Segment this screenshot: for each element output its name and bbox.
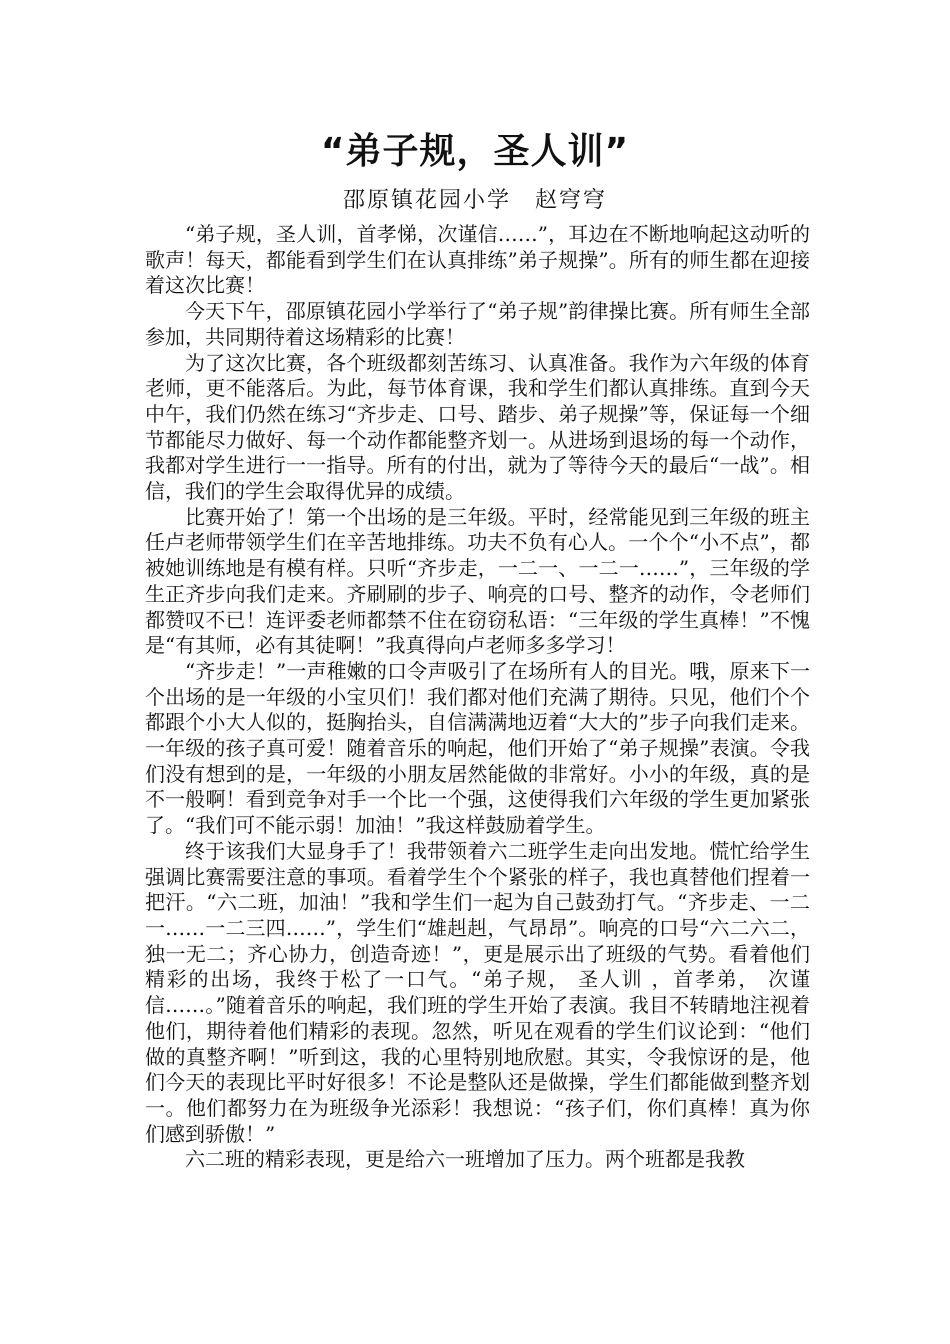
body-paragraph: 比赛开始了！第一个出场的是三年级。平时，经常能见到三年级的班主任卢老师带领学生们在辛苦地排练。功夫不负有心人。一个个“小不点”，都被她训练地是有模有样。只听“齐步走，一二一、一二一……”，三年级的学生正齐步向我们走来。齐刷刷的步子、响亮的口号、整齐的动作，令老师们都赞叹不已！连评委老师都禁不住在窃窃私语：“三年级的学生真棒！”不愧是“有其师，必有其徒啊！”我真得向卢老师多多学习！ <box>145 504 810 658</box>
body-paragraph: 六二班的精彩表现，更是给六一班增加了压力。两个班都是我教 <box>185 1147 745 1172</box>
document-body <box>145 222 810 1173</box>
author-byline: 邵原镇花园小学 赵穹穹 <box>342 188 607 213</box>
document-title: “弟子规，圣人训” <box>320 131 630 172</box>
body-paragraph: 今天下午，邵原镇花园小学举行了“弟子规”韵律操比赛。所有师生全部参加，共同期待着这场精彩的比赛！ <box>145 299 810 349</box>
body-paragraph: 终于该我们大显身手了！我带领着六二班学生走向出发地。慌忙给学生强调比赛需要注意的事项。看着学生个个紧张的样子，我也真替他们捏着一把汗。“六二班，加油！”我和学生们一起为自己鼓劲打气。“齐步走、一二一……一二三四……”，学生们“雄赳赳，气昂昂”。响亮的口号“六二六二，独一无二；齐心协力，创造奇迹！”，更是展示出了班级的气势。看着他们精彩的出场，我终于松了一口气。“弟子规， 圣人训 ，首孝弟， 次谨信……。”随着音乐的响起，我们班的学生开始了表演。我目不转睛地注视着他们，期待着他们精彩的表现。忽然，听见在观看的学生们议论到：“他们做的真整齐啊！”听到这，我的心里特别地欣慰。其实，令我惊讶的是，他们今天的表现比平时好很多！不论是整队还是做操，学生们都能做到整齐划一。他们都努力在为班级争光添彩！我想说：“孩子们，你们真棒！真为你们感到骄傲！” <box>145 838 810 1146</box>
body-paragraph: “弟子规，圣人训，首孝悌，次谨信……”，耳边在不断地响起这动听的歌声！每天，都能看到学生们在认真排练”弟子规操”。所有的师生都在迎接着这次比赛！ <box>145 222 810 298</box>
body-paragraph: “齐步走！”一声稚嫩的口令声吸引了在场所有人的目光。哦，原来下一个出场的是一年级的小宝贝们！我们都对他们充满了期待。只见，他们个个都跟个小大人似的，挺胸抬头，自信满满地迈着“大大的”步子向我们走来。一年级的孩子真可爱！随着音乐的响起，他们开始了“弟子规操”表演。令我们没有想到的是，一年级的小朋友居然能做的非常好。小小的年级，真的是不一般啊！看到竞争对手一个比一个强，这使得我们六年级的学生更加紧张了。“我们可不能示弱！加油！”我这样鼓励着学生。 <box>145 658 810 838</box>
body-paragraph: 为了这次比赛，各个班级都刻苦练习、认真准备。我作为六年级的体育老师，更不能落后。为此，每节体育课，我和学生们都认真排练。直到今天中午，我们仍然在练习“齐步走、口号、踏步、弟子规操”等，保证每一个细节都能尽力做好、每一个动作都能整齐划一。从进场到退场的每一个动作，我都对学生进行一一指导。所有的付出，就为了等待今天的最后“一战”。相信，我们的学生会取得优异的成绩。 <box>145 350 810 504</box>
